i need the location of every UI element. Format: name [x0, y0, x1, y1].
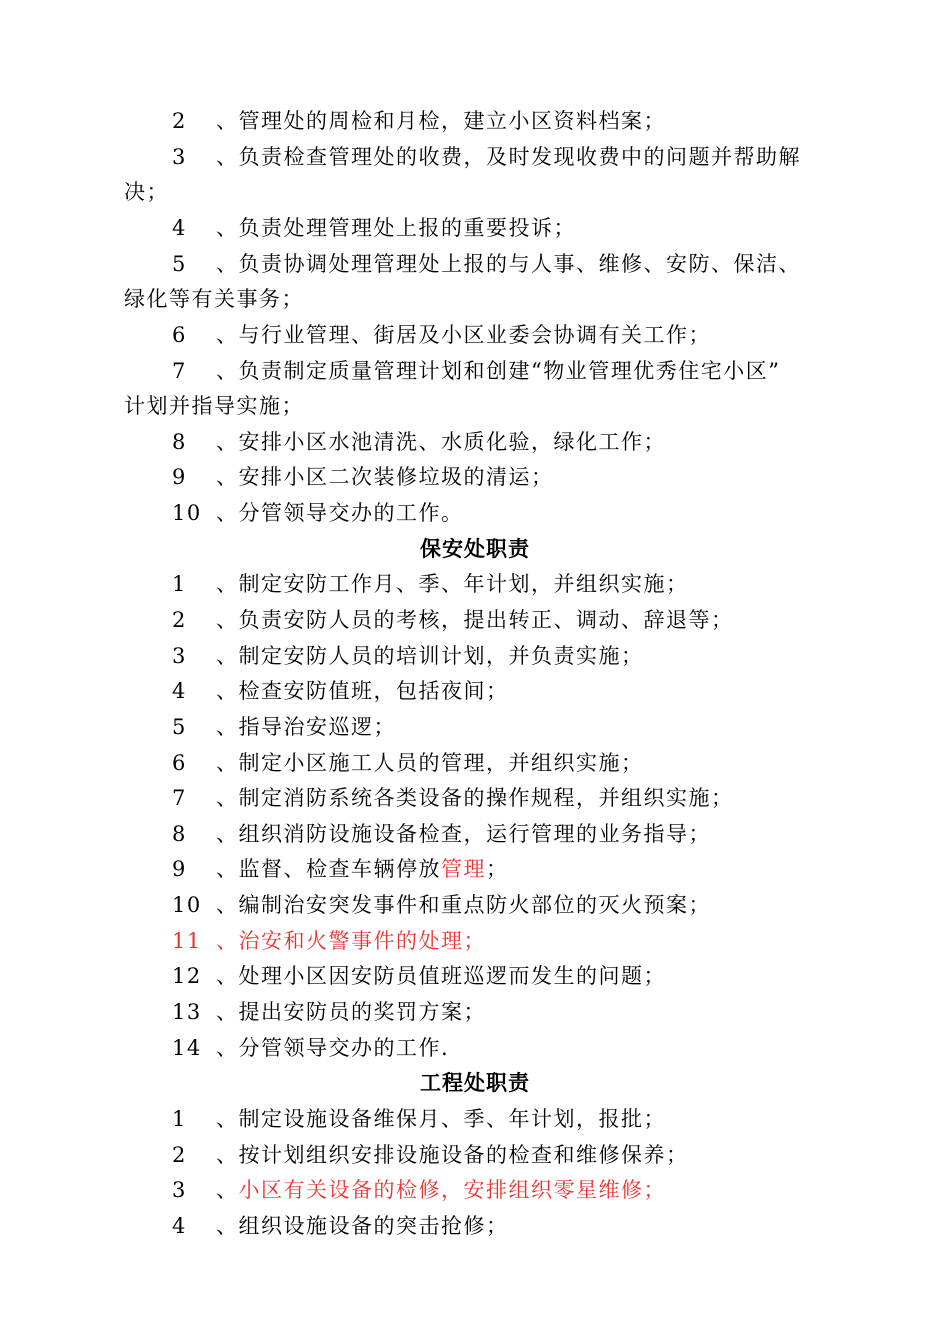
item-number: 5: [172, 715, 187, 739]
item-number: 10: [172, 893, 202, 917]
list-item: 10 、编制治安突发事件和重点防火部位的灭火预案；: [172, 893, 711, 917]
item-number: 12: [172, 964, 202, 988]
item-number: 9: [172, 465, 187, 489]
list-item: 3 、制定安防人员的培训计划，并负责实施；: [172, 644, 644, 668]
item-text: 分管领导交办的工作.: [238, 1036, 450, 1060]
item-number: 3: [172, 644, 187, 668]
item-text: 制定小区施工人员的管理，并组织实施；: [238, 751, 644, 775]
item-text: 安排小区水池清洗、水质化验，绿化工作；: [238, 430, 666, 454]
item-text: 按计划组织安排设施设备的检查和维修保养；: [238, 1143, 689, 1167]
list-item: 2 、负责安防人员的考核，提出转正、调动、辞退等；: [172, 608, 734, 632]
list-item: 5 、负责协调处理管理处上报的与人事、维修、安防、保洁、: [172, 252, 801, 276]
list-item: 1 、制定设施设备维保月、季、年计划，报批；: [172, 1107, 666, 1131]
list-item: 1 、制定安防工作月、季、年计划，并组织实施；: [172, 572, 689, 596]
list-item: 6 、与行业管理、街居及小区业委会协调有关工作；: [172, 323, 711, 347]
item-number: 9: [172, 857, 187, 881]
item-text: 负责安防人员的考核，提出转正、调动、辞退等；: [238, 608, 734, 632]
list-item: 7 、负责制定质量管理计划和创建“物业管理优秀住宅小区”: [172, 359, 781, 383]
list-item: 8 、安排小区水池清洗、水质化验，绿化工作；: [172, 430, 666, 454]
item-text: 制定安防工作月、季、年计划，并组织实施；: [238, 572, 689, 596]
highlighted-text: 管理: [441, 857, 486, 881]
item-number: 13: [172, 1000, 202, 1024]
item-text: 处理小区因安防员值班巡逻而发生的问题；: [238, 964, 666, 988]
list-item-continuation: 绿化等有关事务；: [124, 287, 304, 311]
item-number: 6: [172, 751, 187, 775]
item-text: 与行业管理、街居及小区业委会协调有关工作；: [238, 323, 711, 347]
list-item-continuation: 决；: [124, 180, 169, 204]
item-text: 指导治安巡逻；: [238, 715, 396, 739]
item-number: 1: [172, 572, 187, 596]
list-item: 3 、负责检查管理处的收费，及时发现收费中的问题并帮助解: [172, 145, 801, 169]
item-text: 制定设施设备维保月、季、年计划，报批；: [238, 1107, 666, 1131]
list-item: 2 、管理处的周检和月检，建立小区资料档案；: [172, 109, 666, 133]
item-number: 4: [172, 1214, 187, 1238]
section-heading-security: 保安处职责: [420, 536, 530, 561]
list-item: 9 、监督、检查车辆停放管理；: [172, 857, 509, 881]
list-item: 3 、小区有关设备的检修，安排组织零星维修；: [172, 1178, 666, 1202]
item-number: 2: [172, 1143, 187, 1167]
item-text: 管理处的周检和月检，建立小区资料档案；: [238, 109, 666, 133]
item-number: 2: [172, 109, 187, 133]
list-item: 13 、提出安防员的奖罚方案；: [172, 1000, 486, 1024]
item-number: 4: [172, 216, 187, 240]
list-item: 12 、处理小区因安防员值班巡逻而发生的问题；: [172, 964, 666, 988]
item-number: 2: [172, 608, 187, 632]
item-text: 组织消防设施设备检查，运行管理的业务指导；: [238, 822, 711, 846]
item-text: 负责处理管理处上报的重要投诉；: [238, 216, 576, 240]
item-text: 负责协调处理管理处上报的与人事、维修、安防、保洁、: [238, 252, 801, 276]
item-number: 6: [172, 323, 187, 347]
item-number: 10: [172, 501, 202, 525]
item-text: 分管领导交办的工作。: [238, 501, 464, 525]
list-item: 4 、检查安防值班，包括夜间；: [172, 679, 509, 703]
item-number: 8: [172, 822, 187, 846]
section-heading-engineering: 工程处职责: [420, 1070, 530, 1095]
list-item: 10 、分管领导交办的工作。: [172, 501, 464, 525]
list-item: 8 、组织消防设施设备检查，运行管理的业务指导；: [172, 822, 711, 846]
item-text: 组织设施设备的突击抢修；: [238, 1214, 509, 1238]
list-item: 7 、制定消防系统各类设备的操作规程，并组织实施；: [172, 786, 734, 810]
item-number: 1: [172, 1107, 187, 1131]
list-item: 9 、安排小区二次装修垃圾的清运；: [172, 465, 554, 489]
item-number: 7: [172, 786, 187, 810]
list-item: 5 、指导治安巡逻；: [172, 715, 396, 739]
item-text: 治安和火警事件的处理；: [238, 929, 486, 953]
item-text: 监督、检查车辆停放: [238, 857, 441, 881]
item-number: 11: [172, 929, 202, 953]
item-text: 制定安防人员的培训计划，并负责实施；: [238, 644, 644, 668]
list-item: 6 、制定小区施工人员的管理，并组织实施；: [172, 751, 644, 775]
item-number: 5: [172, 252, 187, 276]
item-number: 4: [172, 679, 187, 703]
list-item-highlighted: 11 、治安和火警事件的处理；: [172, 929, 486, 953]
item-text: 编制治安突发事件和重点防火部位的灭火预案；: [238, 893, 711, 917]
item-number: 7: [172, 359, 187, 383]
item-number: 14: [172, 1036, 202, 1060]
item-number: 3: [172, 1178, 187, 1202]
item-text-highlighted: 小区有关设备的检修，安排组织零星维修；: [238, 1178, 666, 1202]
list-item: 4 、负责处理管理处上报的重要投诉；: [172, 216, 576, 240]
item-text: 安排小区二次装修垃圾的清运；: [238, 465, 554, 489]
item-number: 8: [172, 430, 187, 454]
item-text: 负责制定质量管理计划和创建“物业管理优秀住宅小区”: [238, 359, 781, 383]
item-text: 负责检查管理处的收费，及时发现收费中的问题并帮助解: [238, 145, 801, 169]
item-text: 检查安防值班，包括夜间；: [238, 679, 509, 703]
item-text: 制定消防系统各类设备的操作规程，并组织实施；: [238, 786, 734, 810]
list-item-continuation: 计划并指导实施；: [124, 394, 304, 418]
list-item: 2 、按计划组织安排设施设备的检查和维修保养；: [172, 1143, 689, 1167]
item-text: 提出安防员的奖罚方案；: [238, 1000, 486, 1024]
item-number: 3: [172, 145, 187, 169]
list-item: 14 、分管领导交办的工作.: [172, 1036, 450, 1060]
list-item: 4 、组织设施设备的突击抢修；: [172, 1214, 509, 1238]
